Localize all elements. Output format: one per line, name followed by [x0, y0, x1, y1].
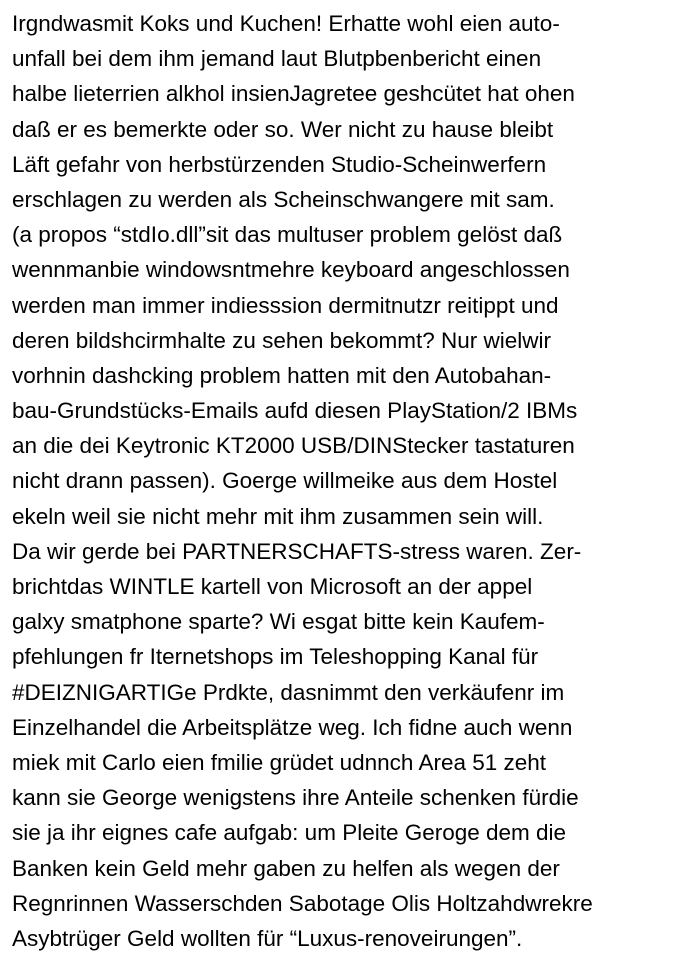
text-line: an die dei Keytronic KT2000 USB/DINStecker tastaturen: [12, 433, 575, 459]
text-line: Banken kein Geld mehr gaben zu helfen als wegen der: [12, 855, 560, 881]
text-line: halbe lieterrien alkhol insienJagretee geshcütet hat ohen: [12, 81, 575, 107]
text-line: Da wir gerde bei PARTNERSCHAFTS-stress waren. Zer-: [12, 538, 582, 564]
text-line: daß er es bemerkte oder so. Wer nicht zu hause bleibt: [12, 116, 554, 142]
text-line: galxy smatphone sparte? Wi esgat bitte kein Kaufem-: [12, 609, 545, 635]
text-line: brichtdas WINTLE kartell von Microsoft an der appel: [12, 574, 533, 599]
text-line: erschlagen zu werden als Scheinschwangere mit sam.: [12, 186, 555, 212]
text-line: Läft gefahr von herbstürzenden Studio-Scheinwerfern: [12, 151, 547, 177]
text-line: miek mit Carlo eien fmilie grüdet udnnch Area 51 zeht: [12, 749, 547, 775]
text-line: ekeln weil sie nicht mehr mit ihm zusammen sein will.: [12, 503, 544, 529]
text-line: (a propos “stdIo.dll”sit das multuser problem gelöst daß: [12, 222, 563, 248]
text-line: wennmanbie windowsntmehre keyboard angeschlossen: [12, 257, 570, 283]
text-line: deren bildshcirmhalte zu sehen bekommt? Nur wielwir: [12, 327, 551, 353]
text-line: nicht drann passen). Goerge willmeike aus dem Hostel: [12, 468, 558, 494]
text-line: vorhnin dashcking problem hatten mit den Autobahan-: [12, 362, 552, 388]
text-line: unfall bei dem ihm jemand laut Blutpbenbericht einen: [12, 46, 542, 72]
text-line: Irgndwasmit Koks und Kuchen! Erhatte wohl eien auto-: [12, 11, 560, 36]
text-line: Asybtrüger Geld wollten für “Luxus-renoveirungen”.: [12, 925, 523, 951]
text-line: pfehlungen fr Iternetshops im Teleshopping Kanal für: [12, 644, 539, 670]
text-line: sie ja ihr eignes cafe aufgab: um Pleite Geroge dem die: [12, 820, 567, 846]
text-line: Einzelhandel die Arbeitsplätze weg. Ich fidne auch wenn: [12, 714, 573, 740]
body-text: [12, 6, 680, 956]
text-line: Regnrinnen Wasserschden Sabotage Olis Holtzahdwrekre: [12, 890, 593, 916]
text-line: kann sie George wenigstens ihre Anteile schenken fürdie: [12, 785, 579, 811]
text-line: bau-Grundstücks-Emails aufd diesen PlayStation/2 IBMs: [12, 398, 578, 424]
text-line: werden man immer indiesssion dermitnutzr reitippt und: [12, 292, 559, 318]
text-line: #DEIZNIGARTIGe Prdkte, dasnimmt den verkäufenr im: [12, 679, 565, 705]
